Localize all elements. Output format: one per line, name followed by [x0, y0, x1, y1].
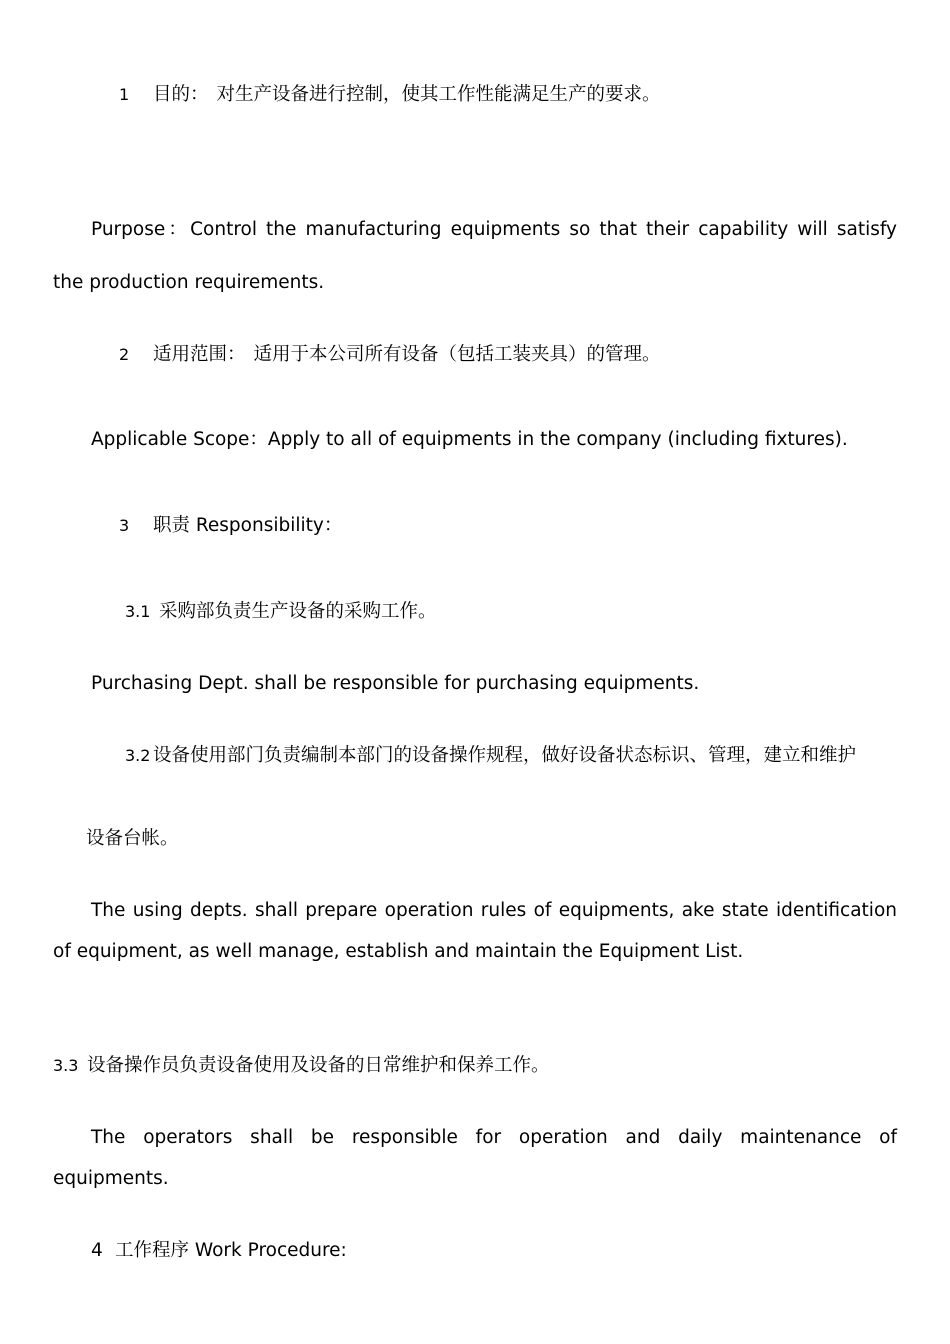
section-4-heading [91, 1240, 347, 1262]
item-text-cn: 设备操作员负责设备使用及设备的日常维护和保养工作。 [87, 1055, 550, 1076]
item-text-cn: 设备使用部门负责编制本部门的设备操作规程，做好设备状态标识、管理，建立和维护 [153, 745, 857, 766]
section-title: 职责 Responsibility： [153, 515, 343, 536]
section-text-cn: 对生产设备进行控制，使其工作性能满足生产的要求。 [216, 84, 661, 105]
section-title: 工作程序 Work Procedure: [115, 1240, 347, 1261]
section-title: 目的： [153, 84, 209, 105]
section-1-heading [119, 84, 661, 106]
section-number: 2 [119, 345, 130, 364]
section-text-cn: 适用于本公司所有设备（包括工装夹具）的管理。 [253, 344, 661, 365]
item-3-3-cn [53, 1055, 550, 1077]
item-3-2-cn-continued: 设备台帐。 [86, 828, 179, 849]
scope-paragraph: Applicable Scope：Apply to all of equipments in the company (including fixtures). [91, 429, 848, 450]
item-3-1-en: Purchasing Dept. shall be responsible for purchasing equipments. [91, 673, 700, 694]
item-3-2-cn [125, 745, 856, 767]
item-3-2-en: The using depts. shall prepare operation rules of equipments, ake state identification of equipment, as well manage, establish and maintain the Equipment List. [53, 900, 897, 962]
item-3-1-cn [125, 601, 437, 623]
section-3-heading [119, 515, 342, 537]
purpose-paragraph: Purpose：Control the manufacturing equipments so that their capability will satisfy the production requirements. [53, 219, 897, 293]
section-number: 1 [119, 85, 130, 104]
section-number: 4 [91, 1240, 103, 1261]
item-number: 3.2 [125, 746, 151, 765]
item-text-cn: 采购部负责生产设备的采购工作。 [159, 601, 437, 622]
item-number: 3.1 [125, 602, 151, 621]
section-2-heading [119, 344, 661, 366]
item-number: 3.3 [53, 1056, 79, 1075]
item-3-3-en: The operators shall be responsible for operation and daily maintenance of equipments. [53, 1127, 897, 1189]
section-title: 适用范围： [153, 344, 246, 365]
section-number: 3 [119, 516, 130, 535]
